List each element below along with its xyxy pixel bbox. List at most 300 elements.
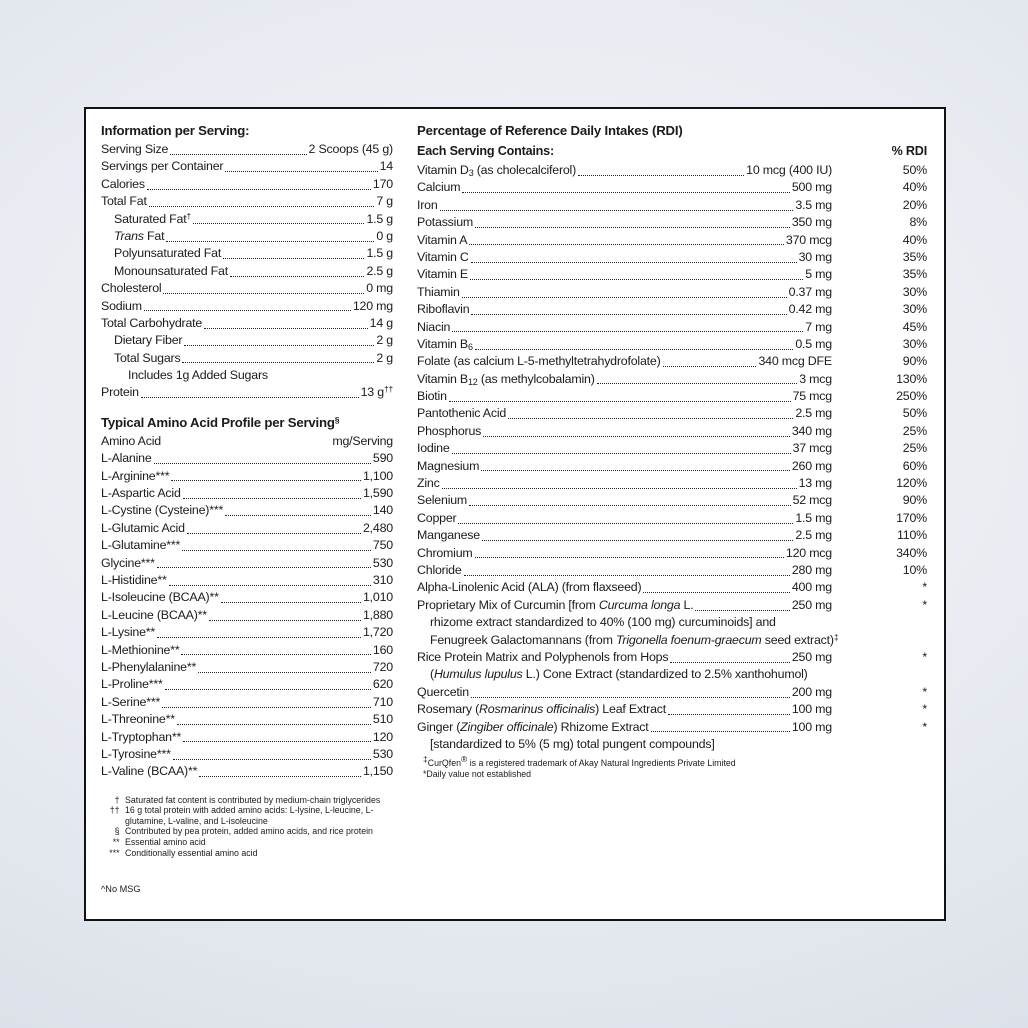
row-value: 2.5 g <box>366 263 393 278</box>
row-label: L-Valine (BCAA)** <box>101 764 198 779</box>
row-label: L-Proline*** <box>101 677 163 692</box>
rdi-percent: * <box>922 649 927 664</box>
row-value: 160 <box>372 642 393 657</box>
rdi-row <box>417 353 927 370</box>
info-row <box>101 211 393 228</box>
dotted-leader <box>651 719 790 733</box>
row-label: Riboflavin <box>417 302 470 317</box>
dotted-leader <box>149 193 375 207</box>
info-row <box>101 176 393 193</box>
rdi-row <box>417 423 927 440</box>
rdi-row-main <box>417 719 832 754</box>
amino-profile-title-text: Typical Amino Acid Profile per Serving <box>101 414 335 430</box>
rdi-row-line <box>417 232 832 249</box>
rdi-row-line <box>417 440 832 457</box>
dotted-leader <box>199 763 361 777</box>
row-label: Niacin <box>417 319 451 334</box>
footnote <box>101 826 393 837</box>
row-label: L-Phenylalanine** <box>101 659 197 674</box>
row-value: 0 mg <box>366 281 393 296</box>
rdi-row-line <box>417 492 832 509</box>
row-label: L-Glutamine*** <box>101 538 181 553</box>
rdi-row <box>417 719 927 754</box>
row-value: 620 <box>372 677 393 692</box>
dotted-leader <box>198 659 371 673</box>
dotted-leader <box>695 597 789 611</box>
footnote <box>101 848 393 859</box>
row-label: Vitamin B12 (as methylcobalamin) <box>417 371 595 387</box>
dotted-leader <box>442 475 797 489</box>
rdi-percent: 40% <box>902 232 927 247</box>
dotted-leader <box>508 405 793 419</box>
amino-row <box>101 572 393 589</box>
right-footnotes <box>417 754 927 780</box>
dotted-leader <box>475 545 784 559</box>
rdi-row <box>417 440 927 457</box>
row-label: Saturated Fat† <box>114 210 192 226</box>
rdi-row-line <box>417 266 832 283</box>
row-amount: 0.42 mg <box>788 302 832 317</box>
rdi-row <box>417 232 927 249</box>
rdi-row-main <box>417 388 832 405</box>
row-amount: 52 mcg <box>792 493 832 508</box>
row-label: L-Tryptophan** <box>101 729 182 744</box>
row-label: Cholesterol <box>101 281 162 296</box>
amino-row <box>101 537 393 554</box>
rdi-rows <box>417 162 927 753</box>
dotted-leader <box>177 711 371 725</box>
row-amount: 100 mg <box>791 719 832 734</box>
row-label: L-Tyrosine*** <box>101 746 171 761</box>
row-label: Biotin <box>417 389 447 404</box>
row-label: Thiamin <box>417 284 460 299</box>
row-label: Monounsaturated Fat <box>114 263 228 278</box>
rdi-row-main <box>417 179 832 196</box>
rdi-percent: 250% <box>896 389 927 404</box>
row-value: 510 <box>372 712 393 727</box>
row-amount: 7 mg <box>805 319 832 334</box>
rdi-row-line <box>417 197 832 214</box>
amino-profile-title-marker: § <box>334 414 340 425</box>
rdi-row-main <box>417 232 832 249</box>
dotted-leader <box>147 176 371 190</box>
row-value: 310 <box>372 572 393 587</box>
rdi-row-line <box>417 162 832 179</box>
information-column <box>101 121 393 919</box>
dotted-leader <box>183 485 361 499</box>
rdi-percent: * <box>922 597 927 612</box>
row-label: Ginger (Zingiber officinale) Rhizome Extract <box>417 719 649 734</box>
rdi-row-main <box>417 353 832 370</box>
row-value: 1,100 <box>362 468 393 483</box>
rdi-percent: 30% <box>902 284 927 299</box>
row-value: 2 g <box>376 350 393 365</box>
rdi-row-main <box>417 597 839 649</box>
row-label: Folate (as calcium L-5-methyltetrahydrofolate) <box>417 354 661 369</box>
row-amount: 2.5 mg <box>795 528 832 543</box>
rdi-percent: 25% <box>902 441 927 456</box>
rdi-row <box>417 527 927 544</box>
row-value: 1,150 <box>362 764 393 779</box>
dotted-leader <box>154 450 371 464</box>
rdi-percent: 10% <box>902 562 927 577</box>
rdi-row-main <box>417 319 832 336</box>
rdi-row <box>417 179 927 196</box>
row-value: 2 g <box>376 333 393 348</box>
row-value: 1.5 g <box>366 246 393 261</box>
rdi-row <box>417 162 927 179</box>
dotted-leader <box>166 228 374 242</box>
row-label: L-Arginine*** <box>101 468 170 483</box>
info-row <box>101 280 393 297</box>
row-amount: 370 mcg <box>785 232 832 247</box>
rdi-percent: 45% <box>902 319 927 334</box>
rdi-row-main <box>417 440 832 457</box>
dotted-leader <box>643 579 789 593</box>
rdi-row-line <box>417 510 832 527</box>
no-msg-note: ^No MSG <box>101 884 141 895</box>
footnote-marker: †† <box>109 805 122 816</box>
row-label: Dietary Fiber <box>114 333 183 348</box>
rdi-row-line <box>417 719 832 736</box>
rdi-row-main <box>417 249 832 266</box>
rdi-row <box>417 545 927 562</box>
dotted-leader <box>578 162 744 176</box>
row-amount: 280 mg <box>791 562 832 577</box>
rdi-percent: * <box>922 702 927 717</box>
rdi-row-line <box>417 301 832 318</box>
dotted-leader <box>225 158 377 172</box>
row-amount: 500 mg <box>791 180 832 195</box>
row-label: Vitamin C <box>417 249 469 264</box>
row-amount: 5 mg <box>805 267 832 282</box>
rdi-percent: 20% <box>902 197 927 212</box>
row-value: 750 <box>372 538 393 553</box>
rdi-row-line <box>417 597 832 614</box>
row-label: Vitamin A <box>417 232 468 247</box>
row-label: L-Lysine** <box>101 625 156 640</box>
row-amount: 260 mg <box>791 458 832 473</box>
row-label: L-Threonine** <box>101 712 175 727</box>
row-value: 2,480 <box>362 520 393 535</box>
row-amount: 13 mg <box>798 476 832 491</box>
footnote-text: Contributed by pea protein, added amino acids, and rice protein <box>125 826 373 837</box>
row-amount: 37 mcg <box>792 441 832 456</box>
rdi-column <box>417 121 927 919</box>
info-row <box>101 228 393 245</box>
rdi-percent: 25% <box>902 423 927 438</box>
row-label: Copper <box>417 510 457 525</box>
dotted-leader <box>462 179 790 193</box>
dotted-leader <box>225 502 371 516</box>
amino-row <box>101 676 393 693</box>
amino-row <box>101 520 393 537</box>
rdi-percent: * <box>922 580 927 595</box>
row-label: Rosemary (Rosmarinus officinalis) Leaf Extract <box>417 702 667 717</box>
rdi-row-line <box>417 475 832 492</box>
dotted-leader <box>462 284 787 298</box>
amino-row <box>101 659 393 676</box>
amino-row <box>101 729 393 746</box>
row-label: Iodine <box>417 441 450 456</box>
rdi-row <box>417 597 927 649</box>
row-label: L-Aspartic Acid <box>101 486 181 501</box>
amino-row <box>101 485 393 502</box>
rdi-row-main <box>417 336 832 353</box>
dotted-leader <box>471 301 786 315</box>
amino-row <box>101 555 393 572</box>
row-label: Includes 1g Added Sugars <box>128 368 268 383</box>
amino-row <box>101 468 393 485</box>
rdi-row-main <box>417 649 832 684</box>
footnote-marker: ** <box>112 837 122 848</box>
footnote-text: 16 g total protein with added amino acids: L-lysine, L-leucine, L-glutamine, L-valine, and L-isoleucine <box>125 805 374 826</box>
percent-rdi-column-header: % RDI <box>891 144 927 158</box>
rdi-row <box>417 388 927 405</box>
dotted-leader <box>663 353 757 367</box>
row-label: Protein <box>101 385 139 400</box>
amino-rows <box>101 450 393 780</box>
dotted-leader <box>162 694 371 708</box>
dotted-leader <box>187 520 361 534</box>
rdi-row <box>417 684 927 701</box>
rdi-percent: * <box>922 719 927 734</box>
dotted-leader <box>470 266 803 280</box>
row-label: Rice Protein Matrix and Polyphenols from Hops <box>417 649 669 664</box>
rdi-row-main <box>417 162 832 179</box>
rdi-row <box>417 336 927 353</box>
rdi-row-line <box>417 319 832 336</box>
row-label: Trans Fat <box>114 228 165 243</box>
row-value: 120 <box>372 729 393 744</box>
rdi-row-line <box>417 388 832 405</box>
dotted-leader <box>223 245 364 259</box>
row-label: Sodium <box>101 298 142 313</box>
rdi-row <box>417 266 927 283</box>
info-rows <box>101 141 393 402</box>
row-value: 1.5 g <box>366 211 393 226</box>
footnote-text: Conditionally essential amino acid <box>125 847 258 858</box>
dotted-leader <box>670 649 790 663</box>
dotted-leader <box>221 589 361 603</box>
rdi-row-line <box>417 649 832 666</box>
rdi-row-line <box>417 284 832 301</box>
row-amount: 30 mg <box>798 249 832 264</box>
rdi-percent: 30% <box>902 302 927 317</box>
row-label: Vitamin D3 (as cholecalciferol) <box>417 163 577 178</box>
row-label: Total Carbohydrate <box>101 315 203 330</box>
rdi-row-line <box>417 371 832 388</box>
info-row <box>101 158 393 175</box>
row-label: Polyunsaturated Fat <box>114 246 222 261</box>
row-value: 1,010 <box>362 590 393 605</box>
rdi-row <box>417 701 927 718</box>
dotted-leader <box>141 384 359 398</box>
rdi-row-continuation: Fenugreek Galactomannans (from Trigonella foenum-graecum seed extract)‡ <box>430 631 839 647</box>
rdi-row-main <box>417 684 832 701</box>
dotted-leader <box>171 468 361 482</box>
row-label: Chromium <box>417 545 473 560</box>
row-value: 140 <box>372 503 393 518</box>
rdi-row-main <box>417 492 832 509</box>
row-label: L-Glutamic Acid <box>101 520 185 535</box>
row-amount: 2.5 mg <box>795 406 832 421</box>
footnote-text: Saturated fat content is contributed by medium-chain triglycerides <box>125 794 381 805</box>
rdi-row-main <box>417 266 832 283</box>
amino-row <box>101 694 393 711</box>
dotted-leader <box>464 562 790 576</box>
amino-row <box>101 746 393 763</box>
footnote <box>101 795 393 806</box>
rdi-row-line <box>417 336 832 353</box>
row-label: Magnesium <box>417 458 480 473</box>
rdi-row-main <box>417 545 832 562</box>
footnote-marker: § <box>114 826 122 837</box>
row-value: 590 <box>372 451 393 466</box>
amino-row <box>101 607 393 624</box>
info-row <box>101 350 393 367</box>
row-label: Serving Size <box>101 142 169 156</box>
rdi-row-line <box>417 353 832 370</box>
rdi-percent: 50% <box>902 163 927 177</box>
rdi-row-line <box>417 179 832 196</box>
rdi-row <box>417 284 927 301</box>
row-label: Chloride <box>417 562 462 577</box>
row-value: 530 <box>372 746 393 761</box>
dotted-leader <box>193 211 364 225</box>
footnote <box>101 837 393 848</box>
dotted-leader <box>182 350 374 364</box>
row-amount: 340 mcg DFE <box>758 354 832 369</box>
row-value: 14 <box>379 159 393 174</box>
row-label: Total Sugars <box>114 350 181 365</box>
rdi-row <box>417 562 927 579</box>
row-value: 13 g†† <box>360 384 393 400</box>
rdi-row <box>417 579 927 596</box>
rdi-percent: 35% <box>902 249 927 264</box>
rdi-row-line <box>417 458 832 475</box>
row-label: Selenium <box>417 493 468 508</box>
rdi-row-main <box>417 527 832 544</box>
row-label: Alpha-Linolenic Acid (ALA) (from flaxseed) <box>417 580 642 595</box>
rdi-row-line <box>417 214 832 231</box>
row-label: Pantothenic Acid <box>417 406 507 421</box>
rdi-row-line <box>417 579 832 596</box>
rdi-percent: 130% <box>896 371 927 386</box>
rdi-row <box>417 319 927 336</box>
rdi-percent: 40% <box>902 180 927 195</box>
row-label: L-Serine*** <box>101 694 161 709</box>
amino-acid-column-header: Amino Acid <box>101 433 161 448</box>
info-row <box>101 245 393 262</box>
dotted-leader <box>157 555 371 569</box>
rdi-percent: 8% <box>909 215 927 230</box>
row-label: L-Cystine (Cysteine)*** <box>101 503 224 518</box>
rdi-row-main <box>417 284 832 301</box>
rdi-table-header <box>417 141 927 162</box>
dotted-leader <box>163 280 364 294</box>
row-value: 1,590 <box>362 486 393 501</box>
rdi-row-line <box>417 684 832 701</box>
dotted-leader <box>475 214 790 228</box>
dotted-leader <box>184 332 374 346</box>
rdi-percent: 120% <box>896 476 927 491</box>
row-amount: 3 mcg <box>799 371 832 386</box>
row-amount: 3.5 mg <box>795 197 832 212</box>
row-value: 120 mg <box>352 298 393 313</box>
dotted-leader <box>144 298 351 312</box>
row-label: Vitamin B6 <box>417 336 473 352</box>
rdi-row-line <box>417 545 832 562</box>
row-amount: 0.5 mg <box>795 336 832 351</box>
rdi-row <box>417 214 927 231</box>
rdi-row-main <box>417 701 832 718</box>
row-amount: 100 mg <box>791 702 832 717</box>
info-row <box>101 367 393 384</box>
dotted-leader <box>183 729 371 743</box>
row-label: L-Isoleucine (BCAA)** <box>101 590 219 605</box>
dotted-leader <box>209 607 361 621</box>
rdi-row-line <box>417 423 832 440</box>
rdi-row-main <box>417 423 832 440</box>
dotted-leader <box>597 371 798 385</box>
dotted-leader <box>482 527 793 541</box>
dotted-leader <box>475 336 794 350</box>
row-value: 7 g <box>376 194 393 209</box>
dotted-leader <box>182 537 371 551</box>
rdi-percent: 170% <box>896 510 927 525</box>
row-label: Zinc <box>417 476 440 491</box>
supplement-facts-panel <box>84 107 946 921</box>
rdi-row-main <box>417 475 832 492</box>
row-label: Iron <box>417 197 438 212</box>
rdi-row <box>417 301 927 318</box>
dotted-leader <box>452 319 803 333</box>
dotted-leader <box>481 458 790 472</box>
rdi-row <box>417 510 927 527</box>
rdi-row-main <box>417 197 832 214</box>
dotted-leader <box>471 249 797 263</box>
row-value: 1,880 <box>362 607 393 622</box>
rdi-row-main <box>417 579 832 596</box>
row-amount: 10 mcg (400 IU) <box>746 163 832 177</box>
row-label: L-Alanine <box>101 451 152 466</box>
row-value: 2 Scoops (45 g) <box>308 142 393 156</box>
rdi-row <box>417 475 927 492</box>
dotted-leader <box>668 701 790 715</box>
rdi-row <box>417 249 927 266</box>
info-row <box>101 332 393 349</box>
amino-row <box>101 450 393 467</box>
rdi-row-continuation: [standardized to 5% (5 mg) total pungent compounds] <box>430 736 715 751</box>
dotted-leader <box>469 232 784 246</box>
dotted-leader <box>471 684 790 698</box>
amino-row <box>101 589 393 606</box>
footnote: ‡CurQfen® is a registered trademark of Akay Natural Ingredients Private Limited <box>423 754 736 769</box>
row-amount: 250 mg <box>791 649 832 664</box>
row-label: Calories <box>101 176 145 191</box>
footnote-marker: † <box>114 794 122 805</box>
info-row <box>101 263 393 280</box>
rdi-row <box>417 197 927 214</box>
footnote-marker: *** <box>109 847 122 858</box>
rdi-row-main <box>417 405 832 422</box>
dotted-leader <box>458 510 793 524</box>
rdi-row-continuation: (Humulus lupulus L.) Cone Extract (standardized to 2.5% xanthohumol) <box>430 667 808 682</box>
row-amount: 250 mg <box>791 597 832 612</box>
left-footnotes <box>101 795 393 859</box>
rdi-row <box>417 405 927 422</box>
